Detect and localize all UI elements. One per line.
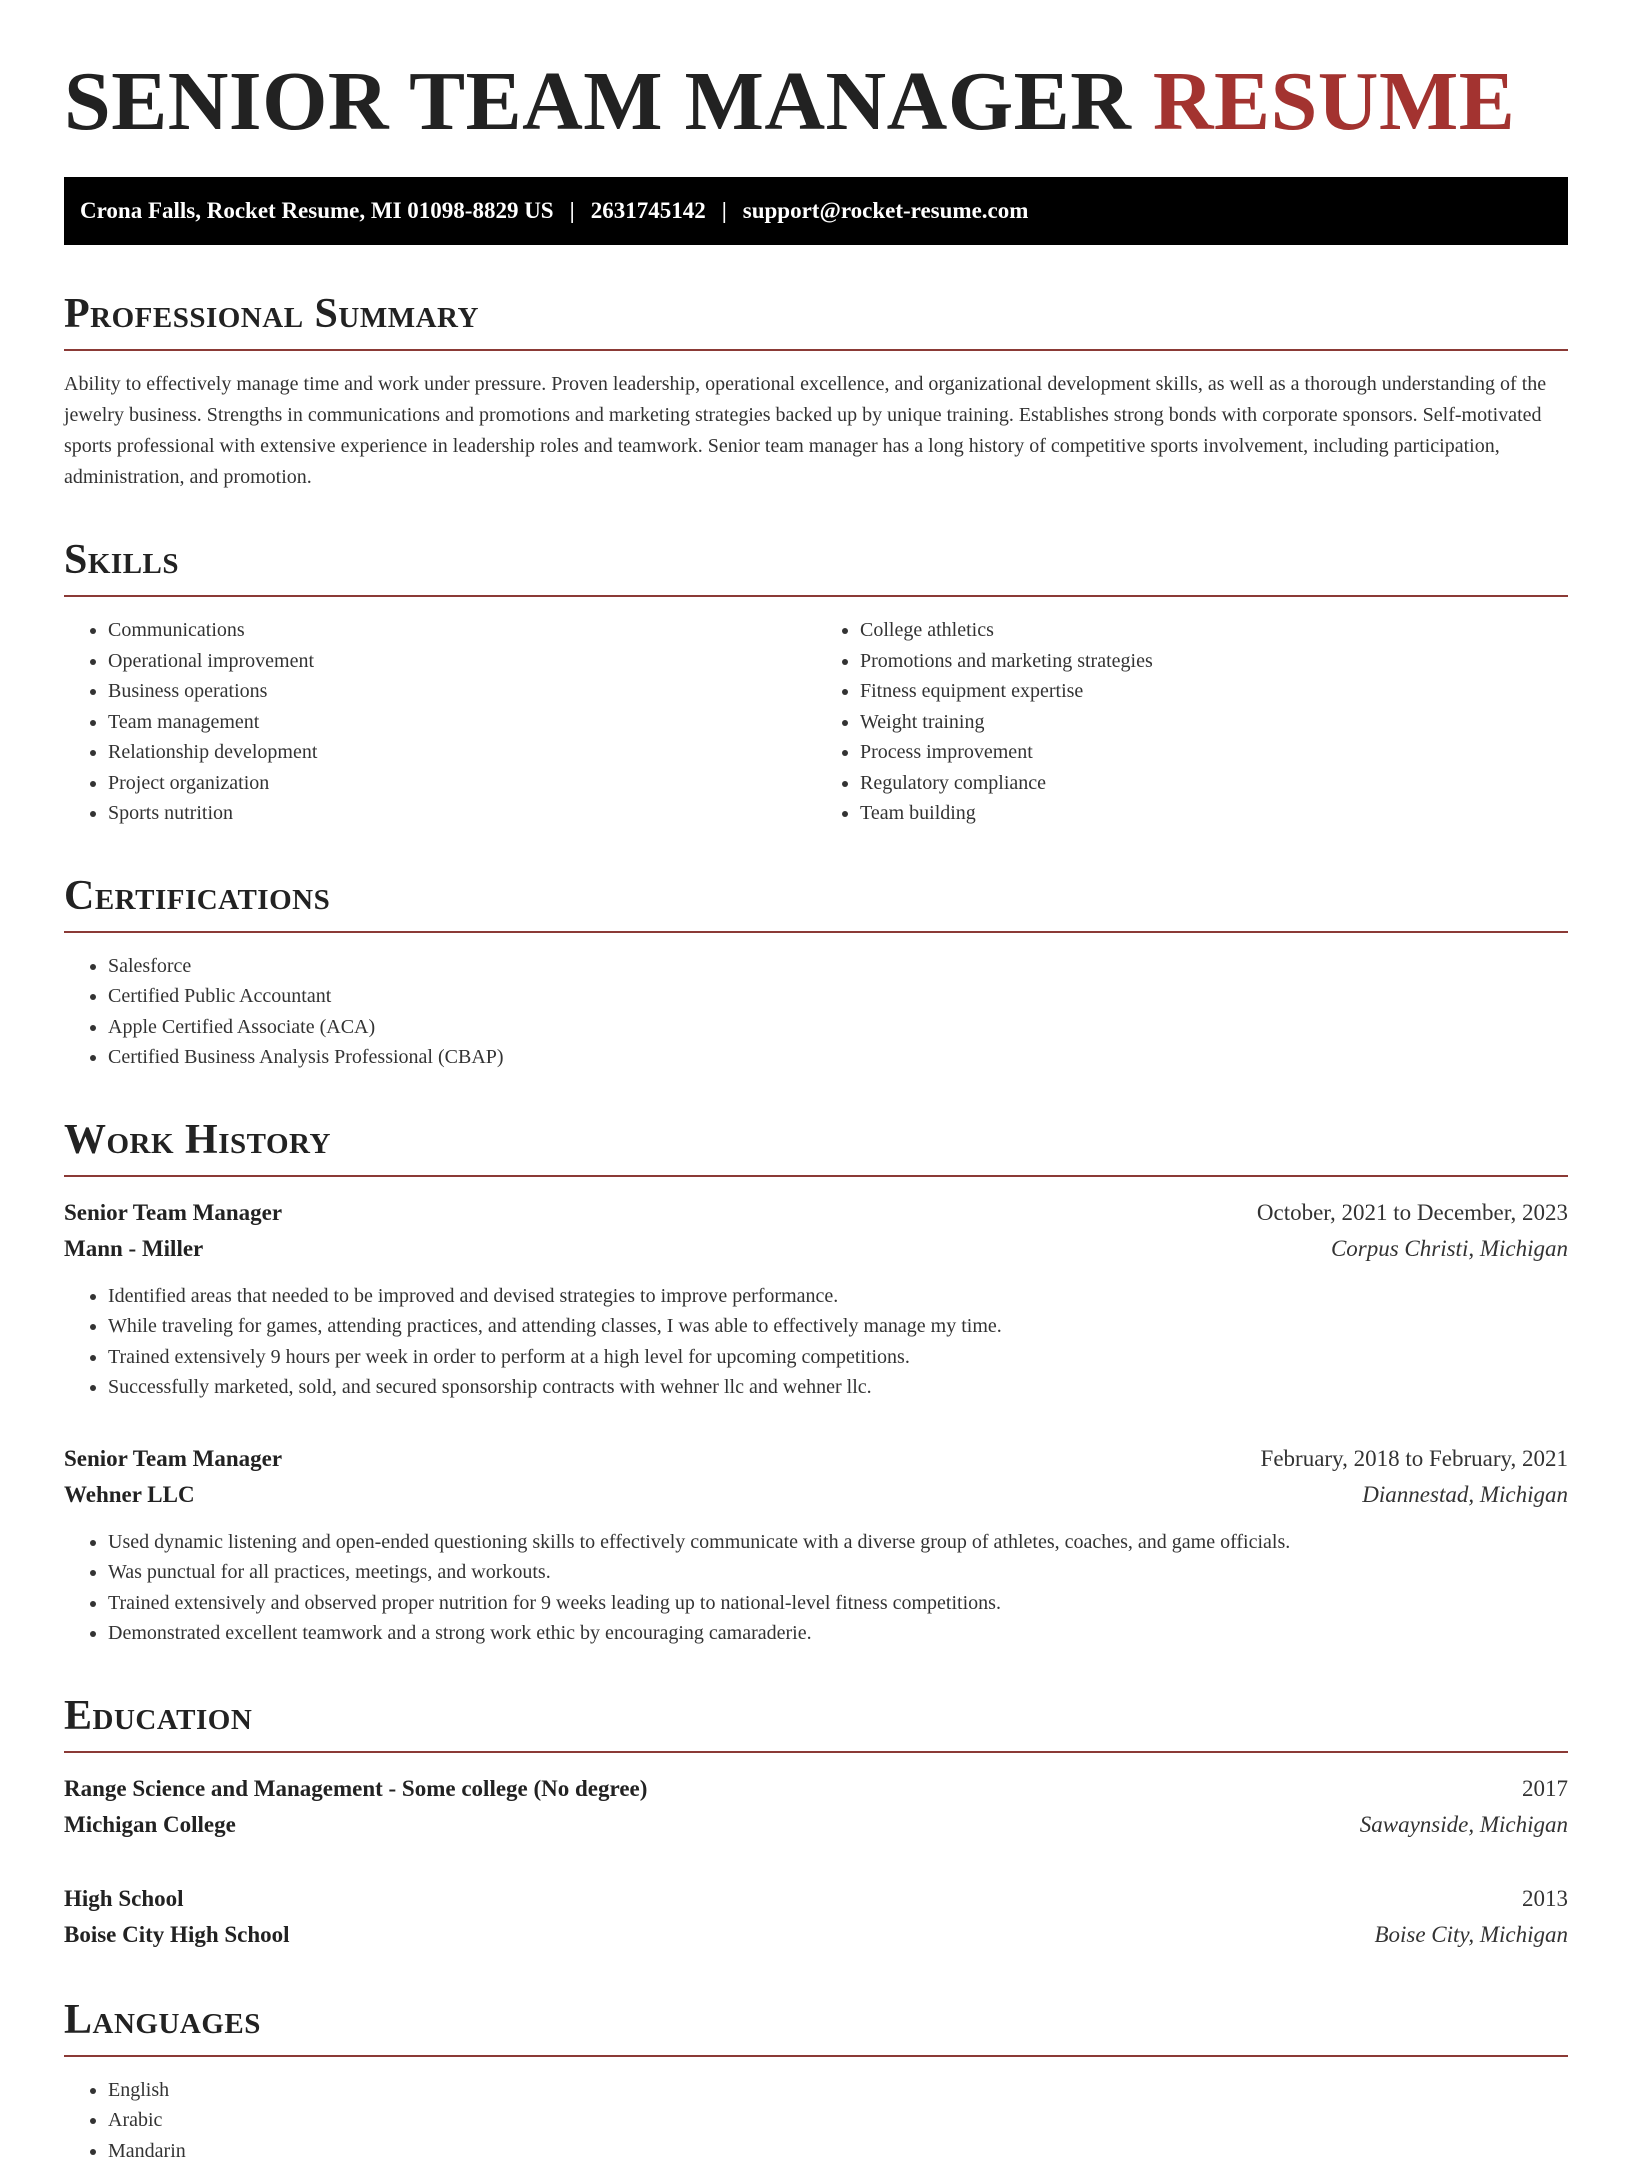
education-degree-row <box>64 1771 1568 1807</box>
section-heading: Professional Summary <box>64 291 1568 351</box>
skills-grid <box>64 597 1568 829</box>
skill-item: • Promotions and marketing strategies <box>860 646 1568 677</box>
education-school-row <box>64 1807 1568 1843</box>
education-degree: Range Science and Management - Some college (No degree) <box>64 1771 647 1807</box>
certification-item: • Apple Certified Associate (ACA) <box>108 1012 1568 1043</box>
certification-item: • Certified Business Analysis Professional (CBAP) <box>108 1042 1568 1073</box>
job-entry <box>64 1441 1568 1649</box>
job-location: Diannestad, Michigan <box>1362 1477 1568 1513</box>
contact-separator: | <box>554 198 591 224</box>
summary-section <box>64 291 1568 493</box>
education-degree: High School <box>64 1881 184 1917</box>
education-location: Sawaynside, Michigan <box>1360 1807 1568 1843</box>
education-degree-row <box>64 1881 1568 1917</box>
work-history-section <box>64 1117 1568 1649</box>
job-bullet: • Used dynamic listening and open-ended questioning skills to effectively communicate with a diverse group of athletes, coaches, and game officials. <box>108 1527 1568 1558</box>
title-main: SENIOR TEAM MANAGER <box>64 55 1131 148</box>
job-bullet: • Trained extensively 9 hours per week in order to perform at a high level for upcoming competitions. <box>108 1342 1568 1373</box>
contact-email: support@rocket-resume.com <box>743 198 1029 224</box>
section-heading: Work History <box>64 1117 1568 1177</box>
contact-address: Crona Falls, Rocket Resume, MI 01098-8829 US <box>80 198 554 224</box>
section-heading: Education <box>64 1693 1568 1753</box>
resume-title <box>64 55 1568 149</box>
skill-item: • Relationship development <box>108 737 816 768</box>
skill-item: • Weight training <box>860 707 1568 738</box>
job-company: Wehner LLC <box>64 1477 195 1513</box>
education-section <box>64 1693 1568 1953</box>
job-company-row <box>64 1231 1568 1267</box>
skill-item: • Process improvement <box>860 737 1568 768</box>
skill-item: • Sports nutrition <box>108 798 816 829</box>
education-entry <box>64 1771 1568 1843</box>
job-title: Senior Team Manager <box>64 1441 282 1477</box>
job-company: Mann - Miller <box>64 1231 203 1267</box>
section-heading: Languages <box>64 1997 1568 2057</box>
skills-section <box>64 537 1568 829</box>
skill-item: • Fitness equipment expertise <box>860 676 1568 707</box>
skill-item: • Business operations <box>108 676 816 707</box>
job-bullet: • Demonstrated excellent teamwork and a strong work ethic by encouraging camaraderie. <box>108 1618 1568 1649</box>
summary-text: Ability to effectively manage time and work under pressure. Proven leadership, operational excellence, and organizational development skills, as well as a thorough understanding of the jewelry business. Strengths in communications and promotions and marketing strategies backed up by unique training. Establishes strong bonds with corporate sponsors. Self-motivated sports professional with extensive experience in leadership roles and teamwork. Senior team manager has a long history of competitive sports involvement, including participation, administration, and promotion. <box>64 369 1568 493</box>
job-entry <box>64 1195 1568 1403</box>
job-bullet: • Successfully marketed, sold, and secured sponsorship contracts with wehner llc and wehner llc. <box>108 1372 1568 1403</box>
job-bullet: • While traveling for games, attending practices, and attending classes, I was able to effectively manage my time. <box>108 1311 1568 1342</box>
skill-item: • Project organization <box>108 768 816 799</box>
job-bullet: • Trained extensively and observed proper nutrition for 9 weeks leading up to national-level fitness competitions. <box>108 1588 1568 1619</box>
certification-item: • Salesforce <box>108 951 1568 982</box>
language-item: • English <box>108 2075 1568 2106</box>
job-header-row <box>64 1195 1568 1231</box>
language-item: • Mandarin <box>108 2136 1568 2166</box>
skill-item: • Regulatory compliance <box>860 768 1568 799</box>
job-bullet: • Identified areas that needed to be improved and devised strategies to improve performance. <box>108 1281 1568 1312</box>
skill-item: • Team management <box>108 707 816 738</box>
job-location: Corpus Christi, Michigan <box>1331 1231 1568 1267</box>
languages-list <box>64 2075 1568 2166</box>
job-dates: October, 2021 to December, 2023 <box>1257 1195 1568 1231</box>
certifications-section <box>64 873 1568 1073</box>
education-year: 2017 <box>1522 1771 1568 1807</box>
section-heading: Certifications <box>64 873 1568 933</box>
skill-item: • Team building <box>860 798 1568 829</box>
job-company-row <box>64 1477 1568 1513</box>
certifications-list <box>64 951 1568 1073</box>
section-heading: Skills <box>64 537 1568 597</box>
contact-phone: 2631745142 <box>591 198 706 224</box>
skills-list-left <box>64 615 816 829</box>
certification-item: • Certified Public Accountant <box>108 981 1568 1012</box>
title-accent: RESUME <box>1153 55 1515 148</box>
language-item: • Arabic <box>108 2105 1568 2136</box>
skills-list-right <box>816 615 1568 829</box>
education-school-row <box>64 1917 1568 1953</box>
contact-separator: | <box>706 198 743 224</box>
job-title: Senior Team Manager <box>64 1195 282 1231</box>
job-bullets <box>64 1281 1568 1403</box>
contact-bar <box>64 177 1568 245</box>
skill-item: • Operational improvement <box>108 646 816 677</box>
job-dates: February, 2018 to February, 2021 <box>1261 1441 1568 1477</box>
job-header-row <box>64 1441 1568 1477</box>
languages-section <box>64 1997 1568 2166</box>
education-entry <box>64 1881 1568 1953</box>
job-bullet: • Was punctual for all practices, meetings, and workouts. <box>108 1557 1568 1588</box>
education-year: 2013 <box>1522 1881 1568 1917</box>
skill-item: • College athletics <box>860 615 1568 646</box>
education-location: Boise City, Michigan <box>1374 1917 1568 1953</box>
skill-item: • Communications <box>108 615 816 646</box>
education-school: Michigan College <box>64 1807 236 1843</box>
job-bullets <box>64 1527 1568 1649</box>
education-school: Boise City High School <box>64 1917 290 1953</box>
